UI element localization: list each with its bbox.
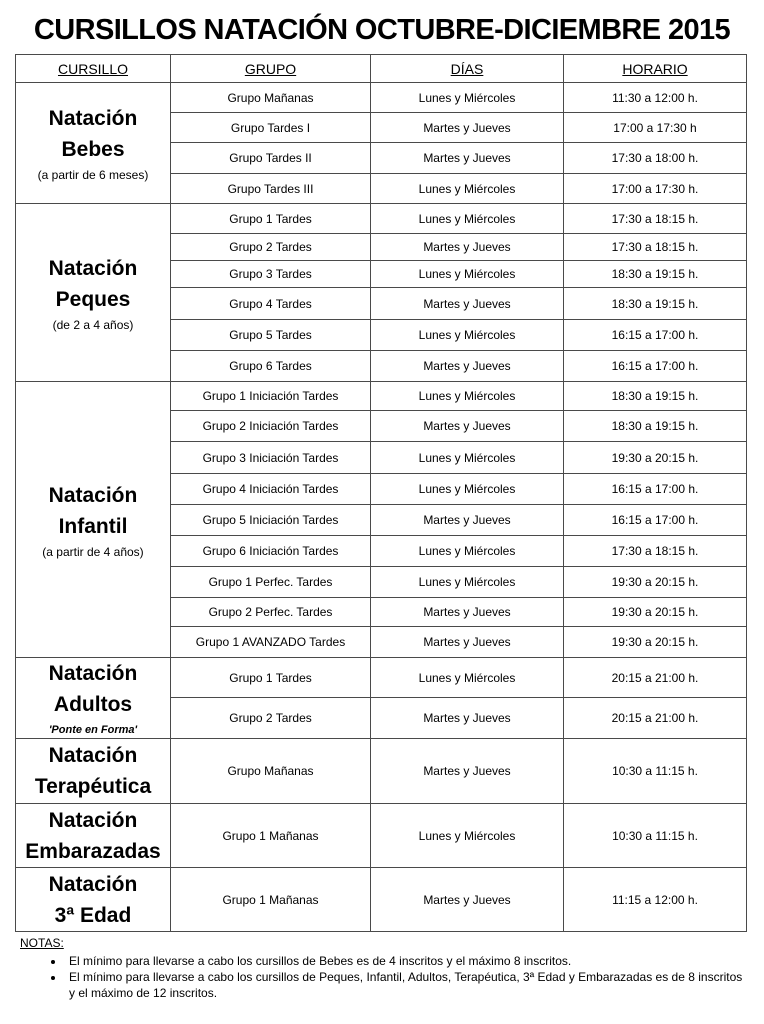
group-cell: Grupo 6 Tardes — [171, 351, 371, 382]
course-name: Embarazadas — [25, 839, 161, 863]
course-subtitle: 'Ponte en Forma' — [48, 724, 138, 736]
group-cell: Grupo 2 Tardes — [171, 234, 371, 261]
course-cell-embarazadas — [16, 804, 171, 868]
days-cell: Martes y Jueves — [371, 739, 564, 804]
days-cell: Martes y Jueves — [371, 698, 564, 739]
time-cell: 17:30 a 18:15 h. — [564, 204, 747, 234]
course-name: 3ª Edad — [54, 903, 132, 927]
table-row — [16, 739, 747, 804]
time-cell: 10:30 a 11:15 h. — [564, 739, 747, 804]
course-cell-infantil — [16, 382, 171, 658]
group-cell: Grupo Mañanas — [171, 83, 371, 113]
course-name: Natación — [48, 662, 138, 685]
course-name: Infantil — [58, 514, 128, 538]
table-row — [16, 83, 747, 113]
group-cell: Grupo Tardes III — [171, 174, 371, 204]
time-cell: 17:30 a 18:15 h. — [564, 536, 747, 567]
time-cell: 19:30 a 20:15 h. — [564, 627, 747, 658]
group-cell: Grupo 1 Perfec. Tardes — [171, 567, 371, 598]
course-name: Bebes — [61, 138, 125, 161]
days-cell: Lunes y Miércoles — [371, 261, 564, 288]
page-title: CURSILLOS NATACIÓN OCTUBRE-DICIEMBRE 2015 — [33, 14, 731, 46]
time-cell: 11:15 a 12:00 h. — [564, 868, 747, 932]
schedule-table — [15, 54, 747, 932]
group-cell: Grupo 1 Tardes — [171, 658, 371, 698]
header-group: GRUPO — [171, 55, 371, 83]
group-cell: Grupo 5 Iniciación Tardes — [171, 505, 371, 536]
course-cell-adultos — [16, 658, 171, 739]
time-cell: 19:30 a 20:15 h. — [564, 567, 747, 598]
notes-title: NOTAS: — [20, 936, 64, 950]
header-schedule: HORARIO — [564, 55, 747, 83]
group-cell: Grupo 3 Iniciación Tardes — [171, 442, 371, 474]
time-cell: 19:30 a 20:15 h. — [564, 442, 747, 474]
group-cell: Grupo 6 Iniciación Tardes — [171, 536, 371, 567]
days-cell: Lunes y Miércoles — [371, 474, 564, 505]
table-row — [16, 204, 747, 234]
days-cell: Martes y Jueves — [371, 288, 564, 320]
notes-list — [20, 953, 744, 1001]
header-days: DÍAS — [371, 55, 564, 83]
table-row — [16, 804, 747, 868]
days-cell: Martes y Jueves — [371, 143, 564, 174]
days-cell: Martes y Jueves — [371, 411, 564, 442]
days-cell: Lunes y Miércoles — [371, 382, 564, 411]
course-name: Natación — [48, 872, 138, 896]
course-name: Natación — [48, 256, 138, 280]
notes-section — [20, 935, 744, 1001]
time-cell: 17:00 a 17:30 h. — [564, 174, 747, 204]
course-cell-terapeutica — [16, 739, 171, 804]
course-cell-bebes — [16, 83, 171, 204]
days-cell: Lunes y Miércoles — [371, 442, 564, 474]
course-cell-peques — [16, 204, 171, 382]
group-cell: Grupo 4 Iniciación Tardes — [171, 474, 371, 505]
time-cell: 17:00 a 17:30 h — [564, 113, 747, 143]
days-cell: Lunes y Miércoles — [371, 567, 564, 598]
days-cell: Martes y Jueves — [371, 351, 564, 382]
time-cell: 18:30 a 19:15 h. — [564, 288, 747, 320]
days-cell: Martes y Jueves — [371, 113, 564, 143]
note-item: • El mínimo para llevarse a cabo los cursillos de Bebes es de 4 inscritos y el máximo 8 inscritos. — [65, 953, 744, 969]
time-cell: 18:30 a 19:15 h. — [564, 382, 747, 411]
time-cell: 10:30 a 11:15 h. — [564, 804, 747, 868]
course-subtitle: (a partir de 6 meses) — [37, 168, 149, 182]
course-name: Adultos — [53, 693, 133, 716]
time-cell: 18:30 a 19:15 h. — [564, 411, 747, 442]
days-cell: Lunes y Miércoles — [371, 536, 564, 567]
time-cell: 16:15 a 17:00 h. — [564, 505, 747, 536]
time-cell: 20:15 a 21:00 h. — [564, 698, 747, 739]
time-cell: 17:30 a 18:15 h. — [564, 234, 747, 261]
days-cell: Lunes y Miércoles — [371, 174, 564, 204]
course-subtitle: (a partir de 4 años) — [42, 544, 144, 559]
time-cell: 11:30 a 12:00 h. — [564, 83, 747, 113]
days-cell: Martes y Jueves — [371, 868, 564, 932]
note-item: • El mínimo para llevarse a cabo los cursillos de Peques, Infantil, Adultos, Terapéutica, 3ª Edad y Embarazadas es de 8 inscritos y el máximo de 12 inscritos. — [65, 969, 744, 1001]
table-row — [16, 868, 747, 932]
course-name: Natación — [48, 808, 138, 832]
course-name: Terapéutica — [34, 775, 152, 798]
group-cell: Grupo 1 Mañanas — [171, 868, 371, 932]
group-cell: Grupo 1 AVANZADO Tardes — [171, 627, 371, 658]
time-cell: 20:15 a 21:00 h. — [564, 658, 747, 698]
group-cell: Grupo 5 Tardes — [171, 320, 371, 351]
time-cell: 18:30 a 19:15 h. — [564, 261, 747, 288]
group-cell: Grupo Tardes II — [171, 143, 371, 174]
group-cell: Grupo Tardes I — [171, 113, 371, 143]
course-name: Natación — [48, 483, 138, 507]
course-cell-tercera-edad — [16, 868, 171, 932]
time-cell: 19:30 a 20:15 h. — [564, 598, 747, 627]
table-row — [16, 382, 747, 411]
days-cell: Lunes y Miércoles — [371, 658, 564, 698]
header-row — [16, 55, 747, 83]
time-cell: 16:15 a 17:00 h. — [564, 320, 747, 351]
days-cell: Lunes y Miércoles — [371, 83, 564, 113]
days-cell: Lunes y Miércoles — [371, 320, 564, 351]
days-cell: Martes y Jueves — [371, 598, 564, 627]
time-cell: 17:30 a 18:00 h. — [564, 143, 747, 174]
group-cell: Grupo 1 Iniciación Tardes — [171, 382, 371, 411]
course-name: Peques — [55, 287, 131, 311]
header-course: CURSILLO — [16, 55, 171, 83]
days-cell: Martes y Jueves — [371, 234, 564, 261]
group-cell: Grupo 1 Tardes — [171, 204, 371, 234]
days-cell: Martes y Jueves — [371, 505, 564, 536]
group-cell: Grupo 2 Tardes — [171, 698, 371, 739]
group-cell: Grupo 2 Iniciación Tardes — [171, 411, 371, 442]
course-name: Natación — [48, 107, 138, 130]
days-cell: Lunes y Miércoles — [371, 204, 564, 234]
days-cell: Martes y Jueves — [371, 627, 564, 658]
table-row — [16, 658, 747, 698]
days-cell: Lunes y Miércoles — [371, 804, 564, 868]
group-cell: Grupo Mañanas — [171, 739, 371, 804]
course-subtitle: (de 2 a 4 años) — [52, 317, 134, 332]
time-cell: 16:15 a 17:00 h. — [564, 351, 747, 382]
group-cell: Grupo 2 Perfec. Tardes — [171, 598, 371, 627]
time-cell: 16:15 a 17:00 h. — [564, 474, 747, 505]
course-name: Natación — [48, 744, 138, 767]
group-cell: Grupo 4 Tardes — [171, 288, 371, 320]
group-cell: Grupo 1 Mañanas — [171, 804, 371, 868]
group-cell: Grupo 3 Tardes — [171, 261, 371, 288]
